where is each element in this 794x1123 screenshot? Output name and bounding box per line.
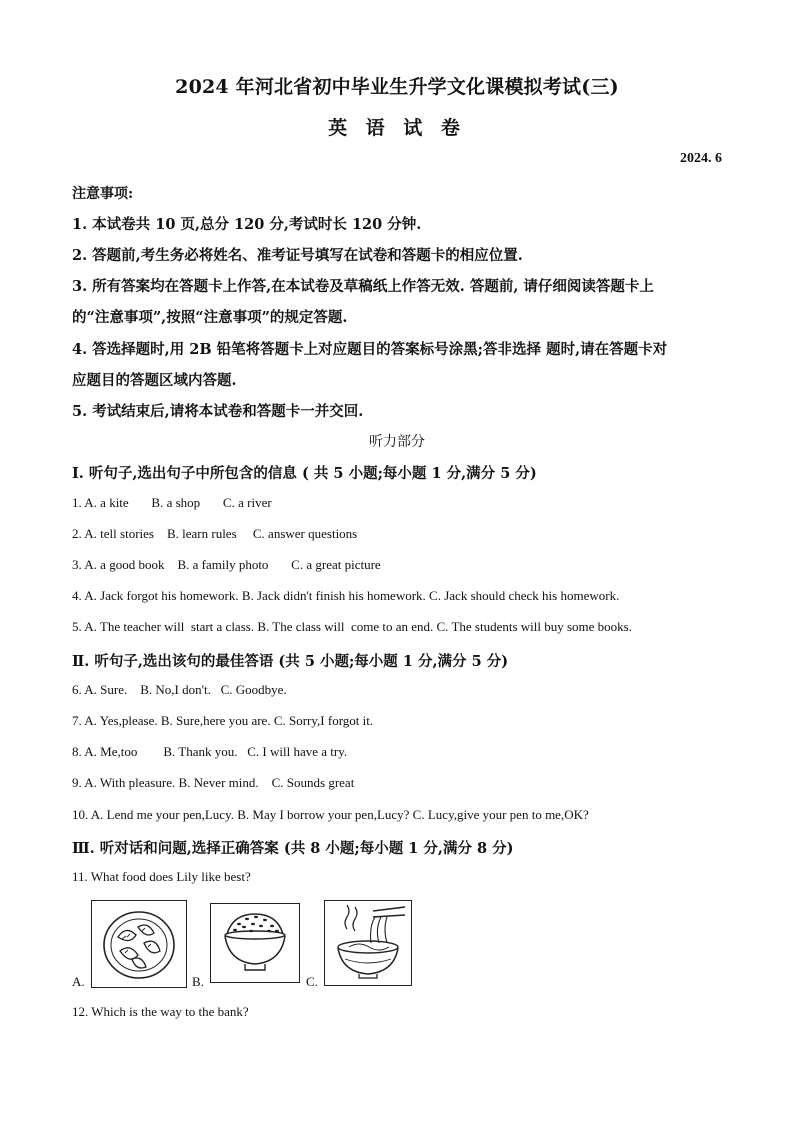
notice-item: 2. 答题前,考生务必将姓名、准考证号填写在试卷和答题卡的相应位置. <box>72 247 523 264</box>
section-2-heading: Ⅱ. 听句子,选出该句的最佳答语 (共 5 小题;每小题 1 分,满分 5 分) <box>72 653 509 670</box>
noodles-picture <box>324 900 412 986</box>
question-item: 3. A. a good book B. a family photo C. a great picture <box>72 557 381 572</box>
notice-item: 5. 考试结束后,请将本试卷和答题卡一并交回. <box>72 403 364 420</box>
option-b-label: B. <box>192 974 204 989</box>
notice-item: 应题目的答题区域内答题. <box>72 372 237 389</box>
option-a-label: A. <box>72 974 85 989</box>
notice-item: 1. 本试卷共 10 页,总分 120 分,考试时长 120 分钟. <box>72 216 422 233</box>
exam-title: 2024 年河北省初中毕业生升学文化课模拟考试(三) <box>175 76 619 98</box>
question-item: 6. A. Sure. B. No,I don't. C. Goodbye. <box>72 682 287 697</box>
dumplings-picture <box>91 900 187 988</box>
notice-item: 4. 答选择题时,用 2B 铅笔将答题卡上对应题目的答案标号涂黑;答非选择 题时,请在答题卡对 <box>72 341 668 358</box>
exam-date: 2024. 6 <box>680 151 722 166</box>
rice-bowl-icon <box>211 904 299 982</box>
question-item: 4. A. Jack forgot his homework. B. Jack didn't finish his homework. C. Jack should check his homework. <box>72 588 620 603</box>
question-item: 9. A. With pleasure. B. Never mind. C. Sounds great <box>72 775 355 790</box>
notice-item: 3. 所有答案均在答题卡上作答,在本试卷及草稿纸上作答无效. 答题前, 请仔细阅读答题卡上 <box>72 278 654 295</box>
question-item: 8. A. Me,too B. Thank you. C. I will have a try. <box>72 744 348 759</box>
question-item: 2. A. tell stories B. learn rules C. answer questions <box>72 526 358 541</box>
question-11: 11. What food does Lily like best? <box>72 869 251 884</box>
question-item: 5. A. The teacher will start a class. B. The class will come to an end. C. The students will buy some books. <box>72 619 632 634</box>
rice-picture <box>210 903 300 983</box>
noodle-bowl-icon <box>325 901 411 985</box>
notice-item: 的“注意事项”,按照“注意事项”的规定答题. <box>72 309 348 326</box>
question-item: 10. A. Lend me your pen,Lucy. B. May I borrow your pen,Lucy? C. Lucy,give your pen to me,OK? <box>72 807 589 822</box>
option-c-label: C. <box>306 974 318 989</box>
notice-heading: 注意事项: <box>72 186 134 202</box>
question-item: 7. A. Yes,please. B. Sure,here you are. C. Sorry,I forgot it. <box>72 713 374 728</box>
question-item: 1. A. a kite B. a shop C. a river <box>72 495 272 510</box>
question-12: 12. Which is the way to the bank? <box>72 1004 249 1019</box>
section-1-heading: I. 听句子,选出句子中所包含的信息 ( 共 5 小题;每小题 1 分,满分 5 分) <box>72 465 537 482</box>
exam-subtitle: 英 语 试 卷 <box>328 117 466 139</box>
dumplings-icon <box>92 901 186 987</box>
section-3-heading: Ⅲ. 听对话和问题,选择正确答案 (共 8 小题;每小题 1 分,满分 8 分) <box>72 840 514 857</box>
listening-heading: 听力部分 <box>369 434 425 450</box>
